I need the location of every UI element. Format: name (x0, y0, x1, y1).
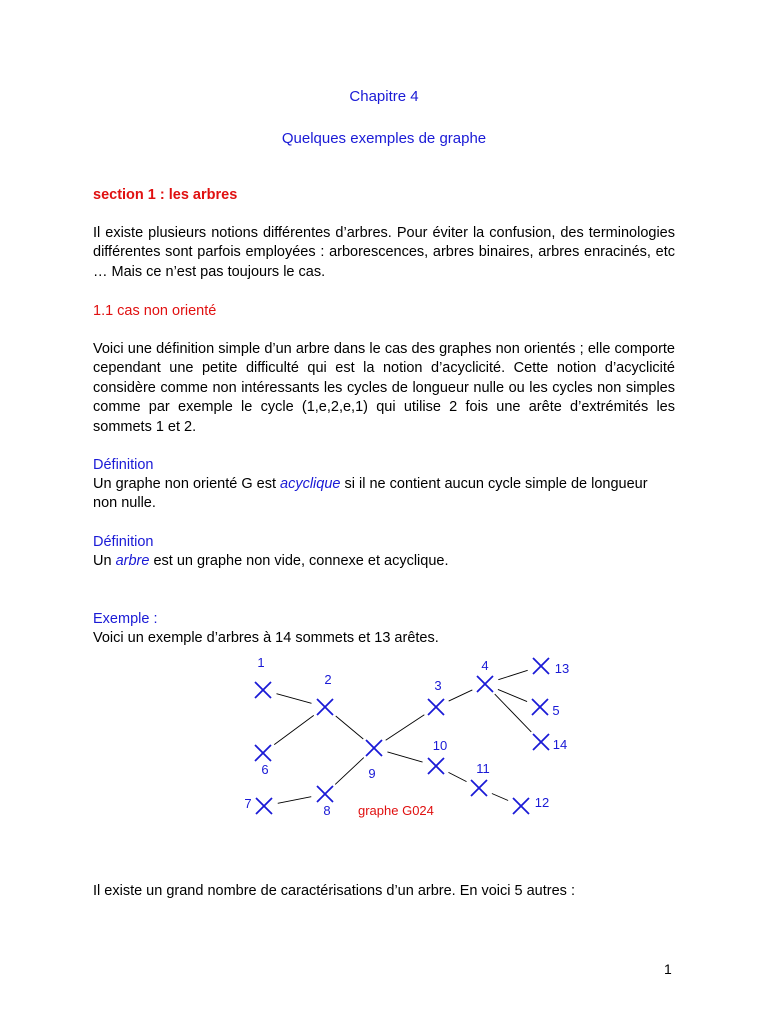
vertex-13 (533, 658, 549, 674)
page-title: Quelques exemples de graphe (281, 130, 487, 147)
edge-9-3 (386, 715, 425, 741)
edge-9-8 (335, 758, 364, 785)
vertex-label-10: 10 (432, 738, 448, 753)
vertex-label-13: 13 (554, 661, 570, 676)
vertex-3 (428, 699, 444, 715)
edge-2-6 (274, 715, 314, 744)
vertex-5 (532, 699, 548, 715)
vertex-label-14: 14 (552, 737, 568, 752)
intro-paragraph: Il existe plusieurs notions différentes d’arbres. Pour éviter la confusion, des terminologies différentes sont parfois employées : arborescences, arbres binaires, arbres enracinés, etc … Mais ce n’est pas toujours le cas. (93, 225, 675, 280)
example-text: Voici un exemple d’arbres à 14 sommets et 13 arêtes. (93, 630, 439, 646)
vertex-label-12: 12 (534, 795, 550, 810)
edge-4-14 (495, 694, 532, 732)
vertex-label-8: 8 (323, 803, 331, 818)
term-arbre: arbre (115, 553, 150, 569)
chapter-heading: Chapitre 4 (349, 88, 419, 105)
vertex-2 (317, 699, 333, 715)
vertex-label-2: 2 (324, 672, 332, 687)
definition-heading-2: Définition (93, 534, 154, 550)
edge-4-13 (498, 670, 527, 679)
vertex-12 (513, 798, 529, 814)
definition-text-2-before: Un (93, 553, 116, 569)
vertex-1 (255, 682, 271, 698)
section-heading: section 1 : les arbres (93, 187, 238, 203)
definition-heading-1: Définition (93, 457, 154, 473)
vertex-label-5: 5 (552, 703, 560, 718)
definition-paragraph: Voici une définition simple d’un arbre dans le cas des graphes non orientés ; elle comporte cependant une petite difficulté qui est la notion d’acyclicité. Cette notion d’acyclicité considère comme non intéressants les cycles de longueur nulle ou les cycles non simples comme par exemple le cycle (1,e,2,e,1) qui utilise 2 fois une arête d’extrémités les sommets 1 et 2. (93, 341, 675, 435)
vertex-4 (477, 676, 493, 692)
vertex-10 (428, 758, 444, 774)
vertex-6 (255, 745, 271, 761)
definition-text-2-after: est un graphe non vide, connexe et acyclique. (149, 553, 449, 569)
graph-caption: graphe G024 (358, 803, 434, 818)
definition-text-1-before: Un graphe non orienté G est (93, 476, 281, 492)
vertex-label-4: 4 (481, 658, 489, 673)
example-heading: Exemple : (93, 611, 158, 627)
term-acyclique: acyclique (280, 476, 341, 492)
edge-1-2 (277, 694, 312, 704)
vertex-8 (317, 786, 333, 802)
edge-8-7 (278, 797, 312, 804)
edge-2-9 (336, 716, 364, 739)
vertex-9 (366, 740, 382, 756)
edge-10-11 (448, 772, 466, 781)
vertex-14 (533, 734, 549, 750)
vertex-label-1: 1 (257, 655, 265, 670)
subsection-heading: 1.1 cas non orienté (93, 303, 217, 319)
vertex-label-7: 7 (244, 796, 252, 811)
edge-3-4 (449, 690, 473, 701)
vertex-11 (471, 780, 487, 796)
vertex-label-3: 3 (434, 678, 442, 693)
edge-4-5 (498, 689, 527, 701)
vertex-label-9: 9 (368, 766, 376, 781)
vertex-label-11: 11 (476, 761, 490, 776)
page-number: 1 (664, 961, 672, 977)
vertex-7 (256, 798, 272, 814)
definition-text-1-after: si il ne contient aucun cycle simple de longueur non nulle. (93, 476, 648, 512)
edge-9-10 (387, 752, 422, 762)
vertex-label-6: 6 (261, 762, 269, 777)
closing-paragraph: Il existe un grand nombre de caractérisations d’un arbre. En voici 5 autres : (93, 883, 575, 899)
edge-11-12 (492, 794, 508, 801)
